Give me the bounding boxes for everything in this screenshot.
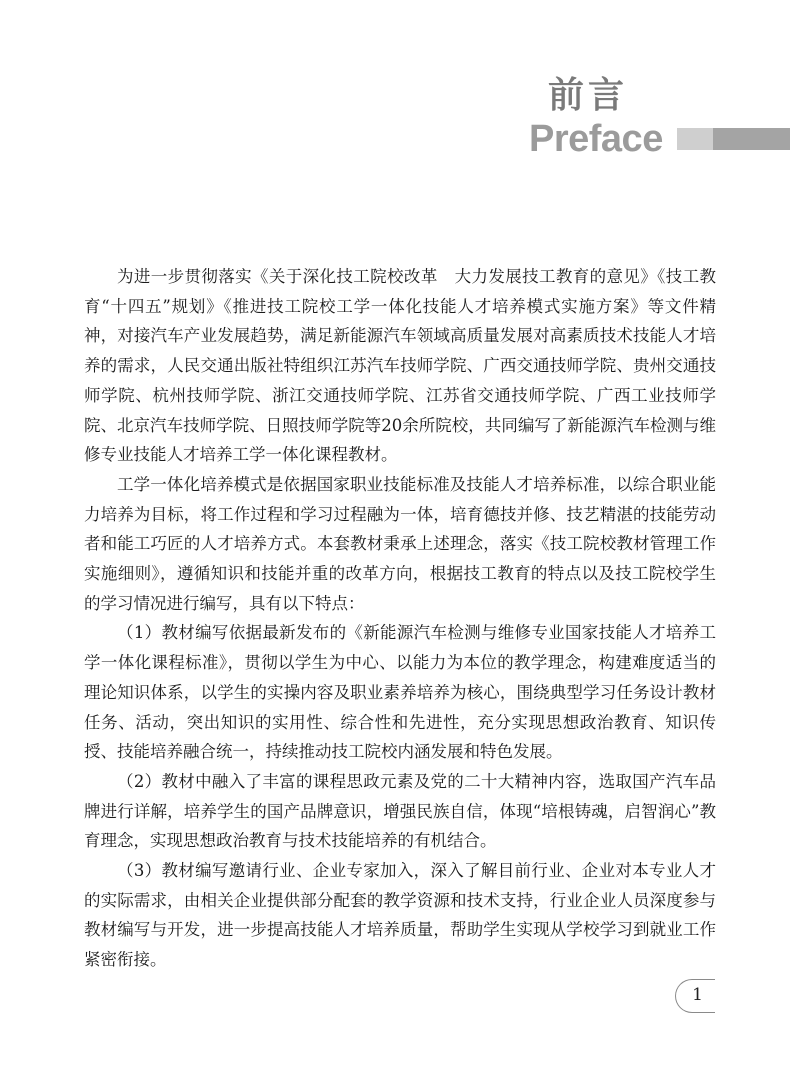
page-subtitle: Preface (529, 118, 663, 160)
page-number: 1 (675, 979, 715, 1013)
paragraph-feature-3: （3）教材编写邀请行业、企业专家加入，深入了解目前行业、企业对本专业人才的实际需求，由相关企业提供部分配套的教学资源和技术支持，行业企业人员深度参与教材编写与开发，进一步提高技能人才培养质量，帮助学生实现从学校学习到就业工作紧密衔接。 (84, 861, 716, 970)
page-title: 前言 (548, 75, 629, 116)
paragraph-training-mode: 工学一体化培养模式是依据国家职业技能标准及技能人才培养标准，以综合职业能力培养为目标，将工作过程和学习过程融为一体，培育德技并修、技艺精湛的技能劳动者和能工巧匠的人才培养方式。本套教材秉承上述理念，落实《技工院校教材管理工作实施细则》，遵循知识和技能并重的改革方向，根据技工教育的特点以及技工院校学生的学习情况进行编写，具有以下特点： (84, 474, 716, 613)
paragraph-feature-1: （1）教材编写依据最新发布的《新能源汽车检测与维修专业国家技能人才培养工学一体化课程标准》，贯彻以学生为中心、以能力为本位的教学理念，构建难度适当的理论知识体系，以学生的实操内容及职业素养培养为核心，围绕典型学习任务设计教材任务、活动，突出知识的实用性、综合性和先进性，充分实现思想政治教育、知识传授、技能培养融合统一，持续推动技工院校内涵发展和特色发展。 (84, 623, 716, 762)
title-decor-bar-dark (713, 128, 790, 150)
title-decor-bar-light (677, 128, 713, 150)
paragraph-feature-2: （2）教材中融入了丰富的课程思政元素及党的二十大精神内容，选取国产汽车品牌进行详解，培养学生的国产品牌意识，增强民族自信，体现“培根铸魂，启智润心”教育理念，实现思想政治教育与技术技能培养的有机结合。 (84, 771, 716, 851)
body-text (84, 262, 716, 975)
paragraph-intro: 为进一步贯彻落实《关于深化技工院校改革 大力发展技工教育的意见》《技工教育“十四五”规划》《推进技工院校工学一体化技能人才培养模式实施方案》等文件精神，对接汽车产业发展趋势，满足新能源汽车领域高质量发展对高素质技术技能人才培养的需求，人民交通出版社特组织江苏汽车技师学院、广西交通技师学院、贵州交通技师学院、杭州技师学院、浙江交通技师学院、江苏省交通技师学院、广西工业技师学院、北京汽车技师学院、日照技师学院等20余所院校，共同编写了新能源汽车检测与维修专业技能人才培养工学一体化课程教材。 (84, 267, 716, 465)
